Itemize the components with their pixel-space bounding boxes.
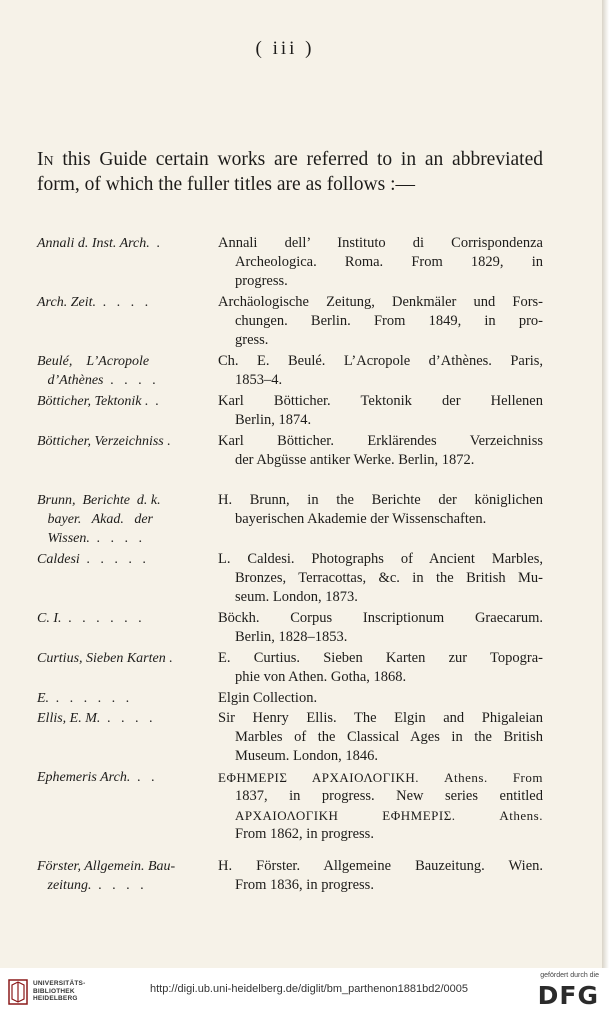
full-title-line: Karl Bötticher. Tektonik der Hellenen <box>218 393 543 409</box>
abbreviation-term: C. I. . . . . . . <box>37 611 142 626</box>
abbreviation-term: Curtius, Sieben Karten . <box>37 651 173 666</box>
full-title-line: ΕΦΗΜΕΡΙΣ ΑΡΧΑΙΟΛΟΓΙΚΗ. Athens. From <box>218 770 543 785</box>
library-logo-icon <box>8 979 28 1005</box>
full-title-line: gress. <box>235 332 269 348</box>
full-title-line: Böckh. Corpus Inscriptionum Graecarum. <box>218 610 543 626</box>
page-number: ( iii ) <box>255 38 315 59</box>
abbreviation-term: Caldesi . . . . . <box>37 552 147 567</box>
funding-caption: gefördert durch die <box>540 972 599 979</box>
full-title-line: chungen. Berlin. From 1849, in pro- <box>235 313 543 329</box>
full-title-line: Marbles of the Classical Ages in the British <box>235 729 543 745</box>
abbreviation-full-title <box>218 689 543 708</box>
full-title-line: ΑΡΧΑΙΟΛΟΓΙΚΗ ΕΦΗΜΕΡΙΣ. Athens. <box>235 808 543 823</box>
abbreviation-full-title <box>218 234 543 291</box>
abbreviation-full-title <box>218 768 543 844</box>
abbreviation-term: Bötticher, Tektonik . . <box>37 394 159 409</box>
full-title-line: bayerischen Akademie der Wissenschaften. <box>235 511 487 527</box>
full-title-line: From 1836, in progress. <box>235 877 374 893</box>
abbreviation-term: Beulé, L’Acropole d’Athènes . . . . <box>37 354 156 388</box>
intro-paragraph <box>37 147 543 197</box>
abbreviation-term: E. . . . . . . <box>37 691 130 706</box>
full-title-line: Berlin, 1874. <box>235 412 312 428</box>
dfg-logo: DFG <box>537 981 599 1010</box>
source-url-link[interactable]: http://digi.ub.uni-heidelberg.de/diglit/bm_parthenon1881bd2/0005 <box>150 983 469 995</box>
full-title-line: Archäologische Zeitung, Denkmäler und Fors- <box>218 294 543 310</box>
full-title-line: Elgin Collection. <box>218 690 318 706</box>
abbreviation-term: Brunn, Berichte d. k. bayer. Akad. der Wissen. . . . . <box>37 493 161 546</box>
abbreviation-full-title <box>218 709 543 766</box>
abbreviation-full-title <box>218 649 543 687</box>
footer-bar <box>0 968 609 1015</box>
page-edge <box>602 0 609 968</box>
full-title-line: phie von Athen. Gotha, 1868. <box>235 669 407 685</box>
full-title-line: 1837, in progress. New series entitled <box>235 788 543 804</box>
full-title-line: Ch. E. Beulé. L’Acropole d’Athènes. Paris, <box>218 353 543 369</box>
abbreviation-full-title <box>218 550 543 607</box>
full-title-line: E. Curtius. Sieben Karten zur Topogra- <box>218 650 543 666</box>
full-title-line: L. Caldesi. Photographs of Ancient Marbles, <box>218 551 543 567</box>
abbreviation-term: Bötticher, Verzeichniss . <box>37 434 171 449</box>
full-title-line: Bronzes, Terracottas, &c. in the British Mu- <box>235 570 543 586</box>
abbreviation-term: Förster, Allgemein. Bau- zeitung. . . . . <box>37 859 176 893</box>
abbreviation-full-title <box>218 857 543 895</box>
full-title-line: Berlin, 1828–1853. <box>235 629 348 645</box>
abbreviation-full-title <box>218 432 543 470</box>
full-title-line: Sir Henry Ellis. The Elgin and Phigaleian <box>218 710 543 726</box>
abbreviation-term: Arch. Zeit. . . . . <box>37 295 149 310</box>
abbreviation-term: Ellis, E. M. . . . . <box>37 711 153 726</box>
abbreviation-full-title <box>218 392 543 430</box>
full-title-line: Karl Bötticher. Erklärendes Verzeichniss <box>218 433 543 449</box>
full-title-line: 1853–4. <box>235 372 283 388</box>
full-title-line: progress. <box>235 273 288 289</box>
abbreviation-full-title <box>218 491 543 529</box>
abbreviation-full-title <box>218 352 543 390</box>
full-title-line: H. Förster. Allgemeine Bauzeitung. Wien. <box>218 858 543 874</box>
full-title-line: seum. London, 1873. <box>235 589 358 605</box>
abbreviation-full-title <box>218 609 543 647</box>
abbreviation-full-title <box>218 293 543 350</box>
abbreviation-term: Ephemeris Arch. . . <box>37 770 155 785</box>
full-title-line: Annali dell’ Instituto di Corrispondenza <box>218 235 543 251</box>
full-title-line: Museum. London, 1846. <box>235 748 378 764</box>
intro-text: this Guide certain works are referred to in an abbreviated form, of which the fuller titles are as follows :— <box>37 149 543 195</box>
full-title-line: From 1862, in progress. <box>235 826 374 842</box>
abbreviation-term: Annali d. Inst. Arch. . <box>37 236 161 251</box>
full-title-line: der Abgüsse antiker Werke. Berlin, 1872. <box>235 452 475 468</box>
full-title-line: H. Brunn, in the Berichte der königlichen <box>218 492 543 508</box>
full-title-line: Archeologica. Roma. From 1829, in <box>235 254 543 270</box>
intro-lead: In <box>37 149 54 170</box>
library-name: UNIVERSITÄTS- BIBLIOTHEK HEIDELBERG <box>33 980 86 1002</box>
